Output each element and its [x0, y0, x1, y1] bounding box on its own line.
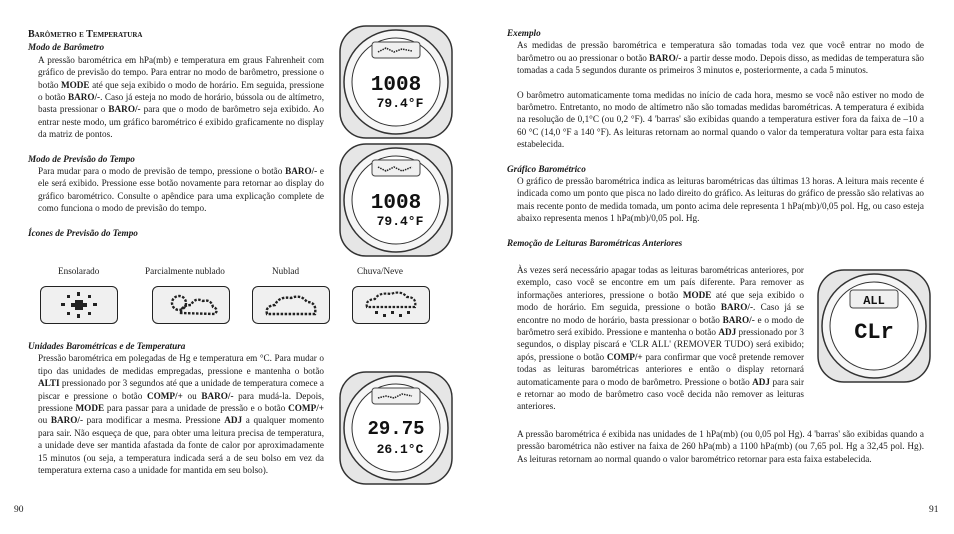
watch-display-clear: [814, 266, 934, 391]
watch-display-2: [336, 140, 456, 265]
left-column-top: [28, 29, 324, 239]
section-heading: Barômetro e Temperatura: [28, 29, 143, 40]
example-title: Exemplo: [507, 28, 541, 38]
forecast-mode-text: Para mudar para o modo de previsão de tempo, pressione o botão BARO/- e ele será exibido. Pressione esse botão novamente para retornar ao display do gráfico barométrico. Consulte o apêndice para uma explicação complete de como funciona o modo de previsão do tempo.: [38, 166, 325, 214]
watch-display-3: [336, 368, 456, 493]
icon-label-sunny: Ensolarado: [58, 266, 100, 276]
right-page: [477, 0, 954, 534]
cloud-icon: [252, 286, 330, 324]
watch-clear-line2: CLr: [854, 320, 894, 345]
units-title: Unidades Barométricas e de Temperatura: [28, 341, 186, 351]
example-text: As medidas de pressão barométrica e temperatura são tomadas toda vez que você entrar no modo de barômetro ou ao pressionar o botão BARO/- a partir desse modo. Depois disso, as medidas de temperatura são tomadas a cada 5 segundos durante os primeiros 3 minutos e, posteriormente, a cada 5 minutos.: [517, 40, 924, 76]
watch-display-1: [336, 22, 456, 147]
sun-icon: [40, 286, 118, 324]
forecast-mode-title: Modo de Previsão do Tempo: [28, 153, 135, 164]
right-column-narrow: [507, 264, 804, 413]
page-number-left: 90: [14, 505, 24, 515]
rain-snow-icon: [352, 286, 430, 324]
watch-1-line2: 79.4°F: [376, 96, 424, 111]
pressure-units-text: A pressão barométrica é exibida nas unidades de 1 hPa(mb) (ou 0,05 pol Hg). 4 'barras' são exibidas quando a pressão barométrica não estiver na faixa de 260 hPa(mb) a 1100 hPa(mb) (ou 7,65 pol. Hg a 32,45 pol. Hg). As leituras retornam ao normal quando o valor barométrico retornar para esta faixa estabelecida.: [517, 429, 924, 464]
right-column-bottom: [507, 428, 924, 465]
partly-cloudy-icon: [152, 286, 230, 324]
icon-label-rain-snow: Chuva/Neve: [357, 266, 403, 276]
right-column-top: [507, 27, 924, 249]
watch-1-line1: 1008: [370, 74, 422, 97]
barometric-graph-title: Gráfico Barométrico: [507, 163, 586, 174]
icon-label-cloudy: Nublad: [272, 266, 300, 276]
units-text: Pressão barométrica em polegadas de Hg e temperatura em °C. Para mudar o tipo das unidades de medidas empregadas, pressione e mantenha o botão ALTI pressionado por 3 segundos até que a unidade de temperatura comece a piscar e pressione o botão COMP/+ ou BARO/- para mudá-la. Depois, pressione MODE para passar para a unidade de pressão e o botão COMP/+ ou BARO/- para modificar a mesma. Pressione ADJ a qualquer momento para sair. Não esqueça de que, para obter uma leitura precisa de temperatura, a unidade deve ser mantida afastada da fonte de calor por aproximadamente 15 minutos (ou seja, a temperatura indicada será a de seu bolso em vez da temperatura externa caso a unidade for mantida em seu bolso).: [38, 353, 324, 476]
example-text-2: O barômetro automaticamente toma medidas no início de cada hora, mesmo se você não estiver no modo de barômetro. Entretanto, no modo de altímetro não são tomadas medidas barométricas. A temperatura é exibida na resolução de 0,1°C (ou 0,2 °F). 4 'barras' são exibidas quando a temperatura estiver fora da faixa de –10 a 60 °C (14,0 °F a 140 °F). As leituras retornam ao normal quando o valor da temperatura voltar para esta faixa estabelecida.: [517, 89, 924, 150]
watch-2-line1: 1008: [370, 192, 422, 215]
left-column-bottom: [28, 340, 324, 476]
clear-readings-title: Remoção de Leituras Barométricas Anteriores: [507, 237, 683, 248]
clear-readings-text: Às vezes será necessário apagar todas as leituras barométricas anteriores, por exemplo, caso você se encontre em um país diferente. Para remover as informações anteriores, pressione o botão MODE até que seja exibido o modo de horário. Em seguida, pressione o botão BARO/-. Caso já se encontre no modo de horário, basta pressionar o botão BARO/- e o modo de barômetro será exibido. Pressione e mantenha o botão ADJ pressionado por 3 segundos, o display piscará e 'CLR ALL' (REMOVER TUDO) será exibido; após, pressione o botão COMP/+ para confirmar que você pretende remover todas as leituras barométricas anteriores e então o display retornará automaticamente para o modo de barômetro. Pressione o botão ADJ para sair e retornar ao modo de barômetro caso você decida não remover as leituras anteriores.: [517, 265, 805, 412]
watch-3-line1: 29.75: [367, 418, 425, 440]
watch-clear-line1: ALL: [863, 294, 885, 308]
barometer-mode-text: A pressão barométrica em hPa(mb) e temperatura em graus Fahrenheit com gráfico de previsão do tempo. Para entrar no modo de barômetro, pressione o botão MODE até que seja exibido o modo de horário. Em seguida, pressione o botão BARO/-. Caso já esteja no modo de horário, bússola ou de altímetro, basta pressionar o BARO/- para que o modo de barômetro seja exibido. Ao entrar neste modo, um gráfico barométrico é exibido graficamente no display da matriz de pontos.: [38, 54, 325, 140]
watch-3-line2: 26.1°C: [376, 442, 424, 457]
forecast-icons-title: Ícones de Previsão do Tempo: [28, 227, 138, 238]
barometric-graph-text: O gráfico de pressão barométrica indica as leituras barométricas das últimas 13 horas. A leitura mais recente é indicada como um ponto que pisca no lado direito do gráfico. As leituras do gráfico de pressão são relativas ao mais recente ponto de medida tomada, um ponto acima dele representa 1 hPa(mb)/0,05 pol. Hg, ou caso esteja abaixo representa menos 1 hPa(mb)/0,05 pol. Hg.: [517, 176, 924, 224]
icon-label-partly-cloudy: Parcialmente nublado: [145, 266, 225, 276]
barometer-mode-title: Modo de Barômetro: [28, 42, 105, 53]
watch-2-line2: 79.4°F: [376, 214, 424, 229]
page-number-right: 91: [929, 505, 939, 515]
